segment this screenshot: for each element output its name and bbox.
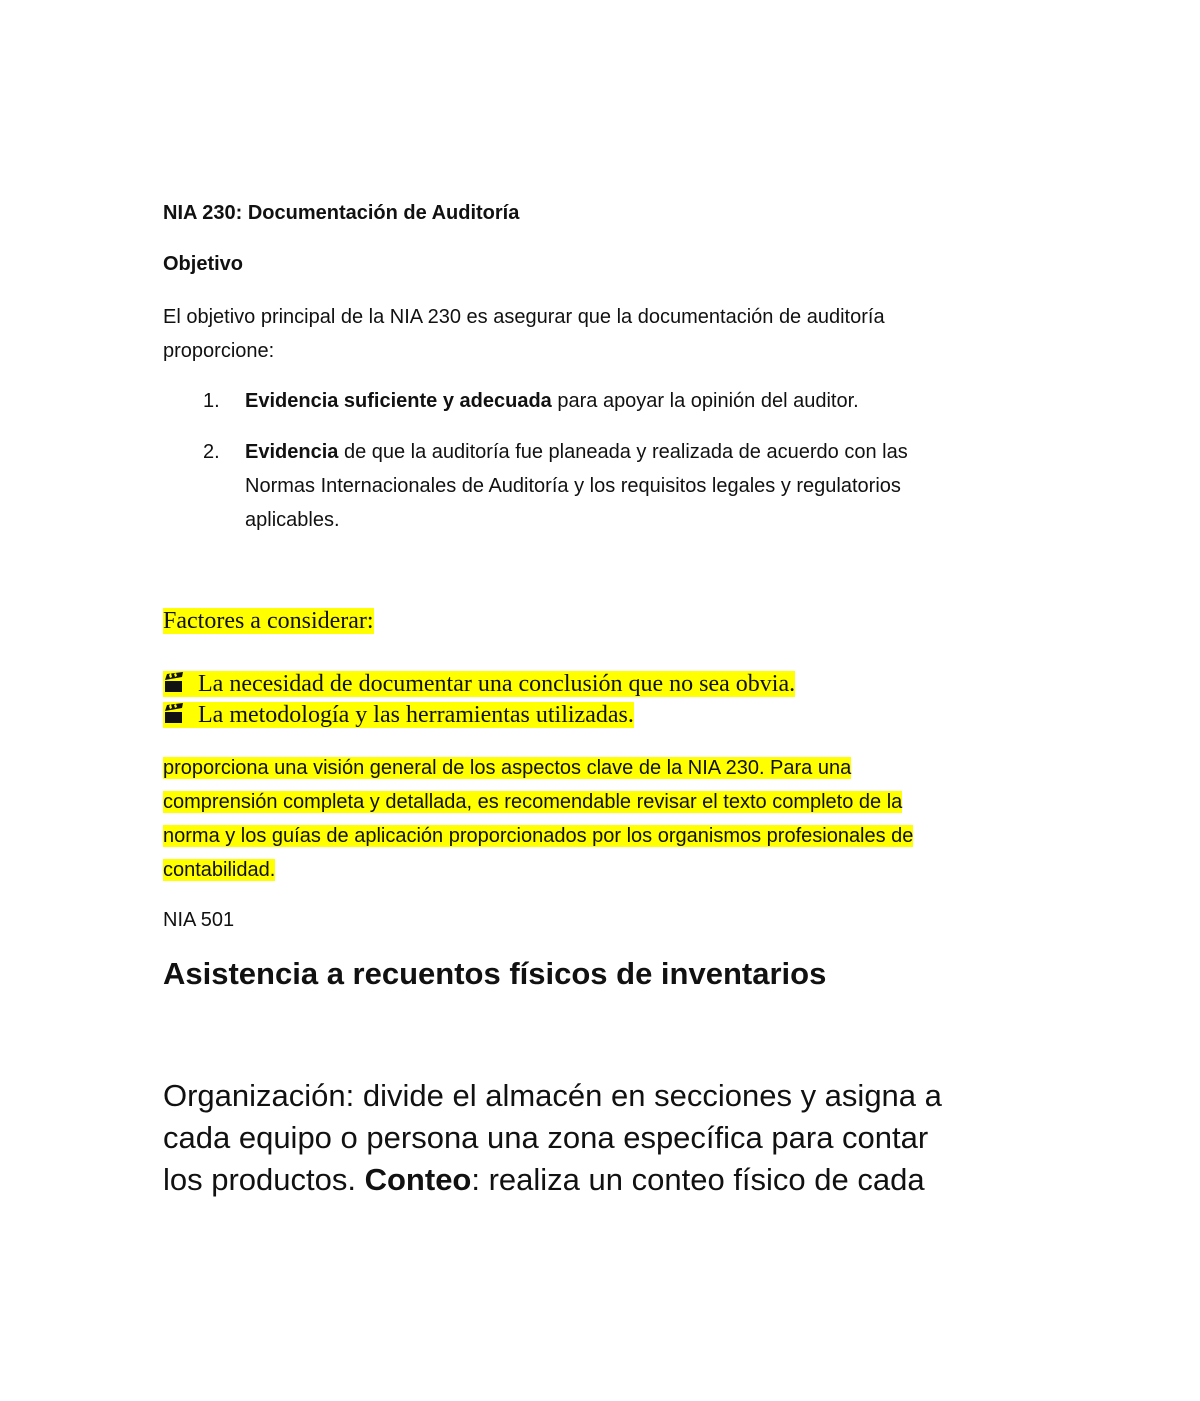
list-number: 1. [203,390,220,412]
factor-item [163,669,795,700]
summary-paragraph [163,751,1043,887]
summary-line: proporciona una visión general de los aspectos clave de la NIA 230. Para una [163,757,852,779]
list-text: de que la auditoría fue planeada y realizada de acuerdo con las [338,441,908,463]
objective-heading: Objetivo [163,253,244,275]
summary-line: contabilidad. [163,859,276,881]
factor-text: La necesidad de documentar una conclusión que no sea obvia. [198,671,796,697]
factor-highlight [163,702,634,728]
factors-heading-text: Factores a considerar: [163,608,374,634]
list-bold: Evidencia suficiente y adecuada [245,390,552,412]
summary-line: comprensión completa y detallada, es recomendable revisar el texto completo de la [163,791,903,813]
org-line [163,1159,1063,1201]
section-heading: Asistencia a recuentos físicos de inventarios [163,956,827,991]
list-bold: Evidencia [245,441,339,463]
list-body [245,384,1045,418]
list-number: 2. [203,441,220,463]
list-text: para apoyar la opinión del auditor. [551,390,859,412]
factor-highlight [163,671,795,697]
organization-paragraph [163,1075,1063,1201]
intro-line: proporcione: [163,340,275,362]
org-line: cada equipo o persona una zona específica para contar [163,1120,929,1155]
org-text: los productos. [163,1162,365,1197]
org-line: Organización: divide el almacén en secciones y asigna a [163,1078,942,1113]
list-body [245,435,1045,537]
factors-heading [163,606,374,637]
list-line [245,435,1045,469]
clapperboard-icon [163,703,185,725]
intro-line: El objetivo principal de la NIA 230 es asegurar que la documentación de auditoría [163,306,885,328]
summary-line: norma y los guías de aplicación proporcionados por los organismos profesionales de [163,825,914,847]
clapperboard-icon [163,672,185,694]
intro-paragraph [163,300,1043,368]
factor-text: La metodología y las herramientas utilizadas. [198,702,634,728]
org-text: : realiza un conteo físico de cada [471,1162,925,1197]
org-bold: Conteo [364,1162,472,1197]
list-line: aplicables. [245,509,340,531]
document-title: NIA 230: Documentación de Auditoría [163,202,520,224]
factor-item [163,700,634,731]
nia501-label: NIA 501 [163,909,235,931]
list-line: Normas Internacionales de Auditoría y los requisitos legales y regulatorios [245,475,901,497]
